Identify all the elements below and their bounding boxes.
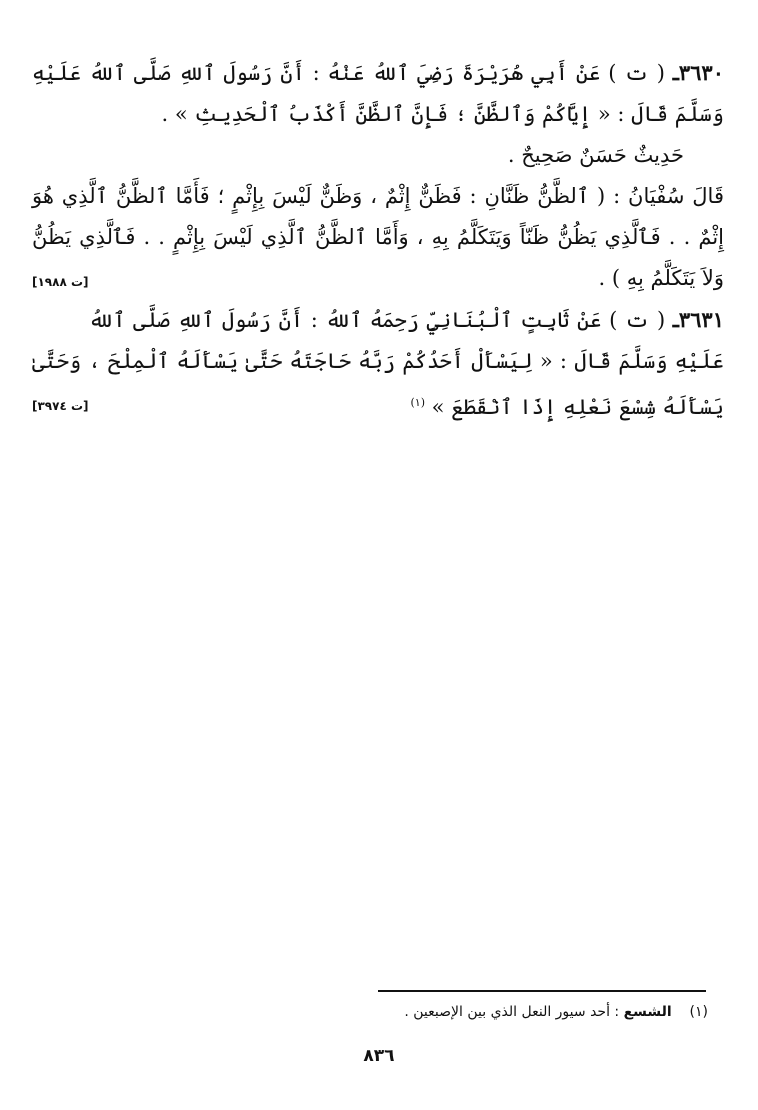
hadith-text: ( ت ) عَنْ ثَابِتٍ ٱلْبُنَانِيِّ رَحِمَهُ ٱللهُ : أَنَّ رَسُولَ ٱللهِ صَلَّى ٱللهُ عَلَيْهِ وَسَلَّمَ قَالَ : « لِيَسْأَلْ أَحَدُكُمْ رَبَّهُ حَاجَتَهُ حَتَّىٰ يَسْأَلَهُ ٱلْمِلْحَ ، وَحَتَّىٰ يَسْأَلَهُ شِسْعَ نَعْلِهِ إِذَا ٱنْقَطَعَ » bbox=[32, 308, 724, 419]
source-reference: [ت ٣٩٧٤] bbox=[32, 399, 89, 413]
footnote-marker[interactable]: (١) bbox=[410, 396, 425, 409]
footnote-number: (١) bbox=[689, 1004, 708, 1020]
hadith-number: ٣٦٣١ـ bbox=[672, 307, 724, 332]
source-reference: [ت ١٩٨٨] bbox=[32, 275, 89, 289]
footnote-divider bbox=[378, 990, 706, 992]
hadith-3631 bbox=[32, 299, 724, 428]
sufyan-commentary bbox=[32, 176, 724, 299]
hadith-3630 bbox=[32, 52, 724, 135]
main-text-block bbox=[32, 52, 724, 428]
hadith-grade: حَدِيثٌ حَسَنٌ صَحِيحٌ . bbox=[507, 143, 684, 167]
page-number: ٨٣٦ bbox=[363, 1046, 395, 1066]
footnote-definition: : أحد سيور النعل الذي بين الإصبعين . bbox=[404, 1004, 620, 1020]
commentary-text: قَالَ سُفْيَانُ : ( ٱلظَّنُّ ظَنَّانِ : فَظَنٌّ إِثْمٌ ، وَظَنٌّ لَيْسَ بِإِثْمٍ ؛ فَأَمَّا ٱلظَّنُّ ٱلَّذِي هُوَ إِثْمٌ . . فَٱلَّذِي يَظُنُّ ظَنّاً وَيَتَكَلَّمُ بِهِ ، وَأَمَّا ٱلظَّنُّ ٱلَّذِي لَيْسَ بِإِثْمٍ . . فَٱلَّذِي يَظُنُّ وَلاَ يَتَكَلَّمُ بِهِ ) . bbox=[32, 184, 724, 290]
hadith-number: ٣٦٣٠ـ bbox=[672, 60, 724, 85]
footnote-term: الشسع bbox=[623, 1004, 672, 1020]
hadith-text: ( ت ) عَنْ أَبِي هُرَيْرَةَ رَضِيَ ٱللهُ عَنْهُ : أَنَّ رَسُولَ ٱللهِ صَلَّى ٱللهُ عَلَيْهِ وَسَلَّمَ قَالَ : « إِيَّاكُمْ وَٱلظَّنَّ ؛ فَإِنَّ ٱلظَّنَّ أَكْذَبُ ٱلْحَدِيثِ » . bbox=[32, 61, 724, 126]
footnote bbox=[288, 1004, 708, 1020]
